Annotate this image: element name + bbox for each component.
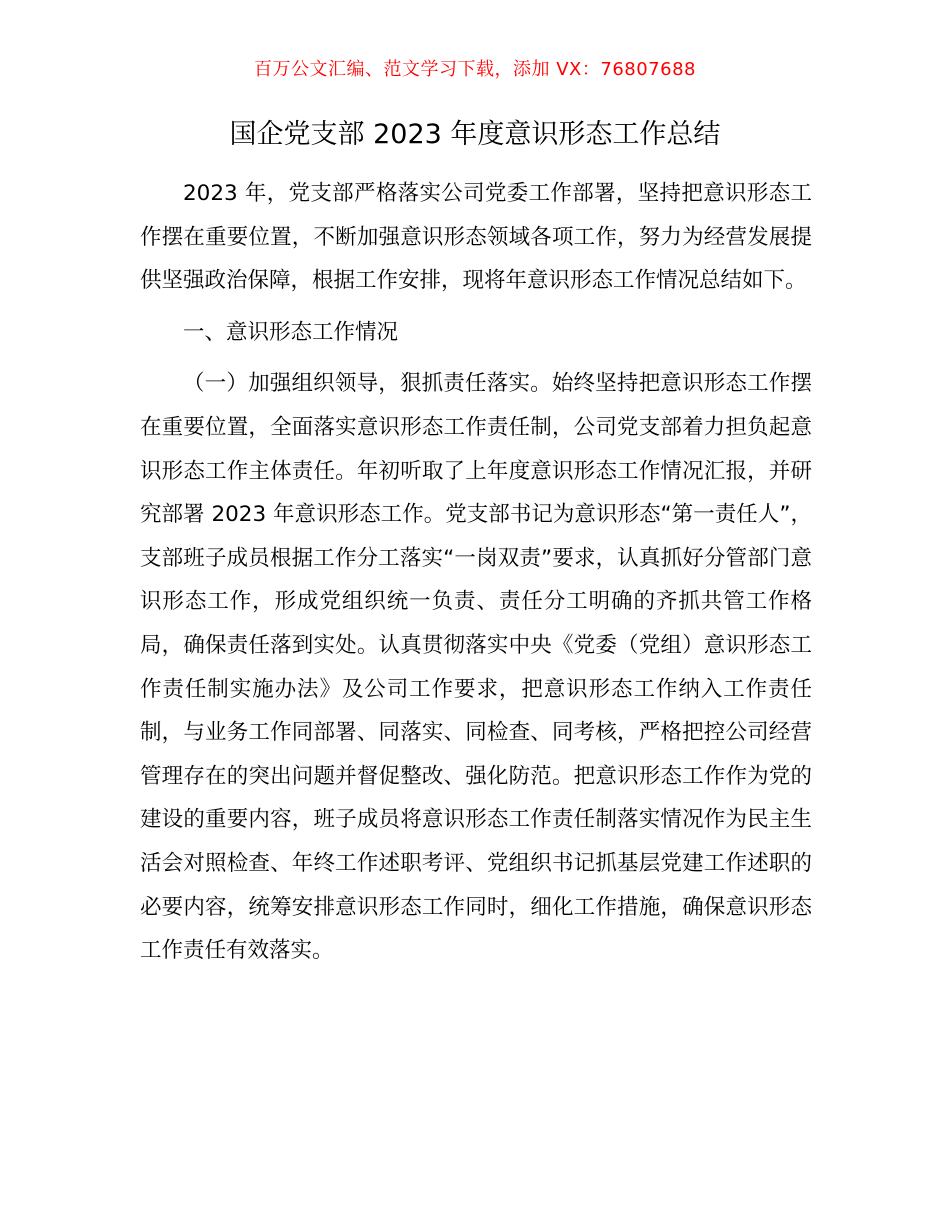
subsection-paragraph: （一）加强组织领导，狠抓责任落实。始终坚持把意识形态工作摆在重要位置，全面落实意识形态工作责任制，公司党支部着力担负起意识形态工作主体责任。年初听取了上年度意识形态工作情况汇报，并研究部署 2023 年意识形态工作。党支部书记为意识形态“第一责任人”，支部班子成员根据工作分工落实“一岗双责”要求，认真抓好分管部门意识形态工作，形成党组织统一负责、责任分工明确的齐抓共管工作格局，确保责任落到实处。认真贯彻落实中央《党委（党组）意识形态工作责任制实施办法》及公司工作要求，把意识形态工作纳入工作责任制，与业务工作同部署、同落实、同检查、同考核，严格把控公司经营管理存在的突出问题并督促整改、强化防范。把意识形态工作作为党的建设的重要内容，班子成员将意识形态工作责任制落实情况作为民主生活会对照检查、年终工作述职考评、党组织书记抓基层党建工作述职的必要内容，统筹安排意识形态工作同时，细化工作措施，确保意识形态工作责任有效落实。 xyxy=(140,371,812,964)
watermark-banner: 百万公文汇编、范文学习下载，添加 VX：76807688 xyxy=(254,59,696,80)
document-body xyxy=(140,172,812,973)
section-heading: 一、意识形态工作情况 xyxy=(183,319,399,345)
document-title: 国企党支部 2023 年度意识形态工作总结 xyxy=(229,119,721,150)
intro-paragraph: 2023 年，党支部严格落实公司党委工作部署，坚持把意识形态工作摆在重要位置，不断加强意识形态领域各项工作，努力为经营发展提供坚强政治保障，根据工作安排，现将年意识形态工作情况总结如下。 xyxy=(140,181,812,294)
